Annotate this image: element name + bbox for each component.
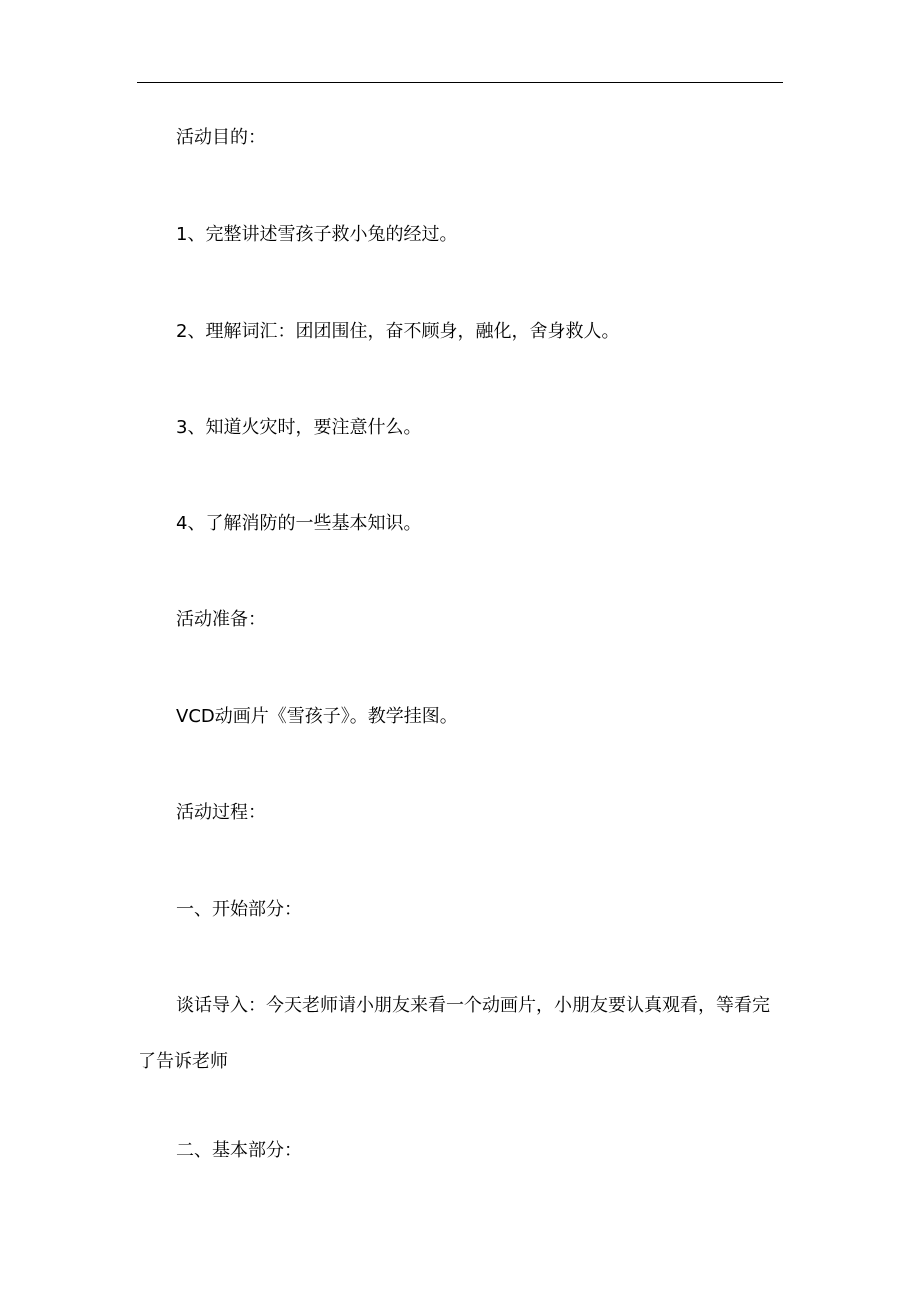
paragraph-activity-prep-heading: 活动准备： — [176, 609, 266, 630]
paragraph-intro-talk: 谈话导入：今天老师请小朋友来看一个动画片，小朋友要认真观看，等看完了告诉老师 — [138, 995, 770, 1072]
paragraph-goal-2: 2、理解词汇：团团围住，奋不顾身，融化，舍身救人。 — [176, 321, 620, 342]
paragraph-part-two-heading: 二、基本部分： — [176, 1140, 302, 1161]
paragraph-part-one-heading: 一、开始部分： — [176, 899, 302, 920]
paragraph-activity-process-heading: 活动过程： — [176, 802, 266, 823]
paragraph-goal-4: 4、了解消防的一些基本知识。 — [176, 513, 422, 534]
header-rule — [137, 82, 783, 83]
paragraph-prep-materials: VCD动画片《雪孩子》。教学挂图。 — [176, 706, 458, 727]
paragraph-activity-goal-heading: 活动目的： — [176, 127, 266, 148]
paragraph-goal-3: 3、知道火灾时，要注意什么。 — [176, 417, 422, 438]
paragraph-goal-1: 1、完整讲述雪孩子救小兔的经过。 — [176, 224, 458, 245]
